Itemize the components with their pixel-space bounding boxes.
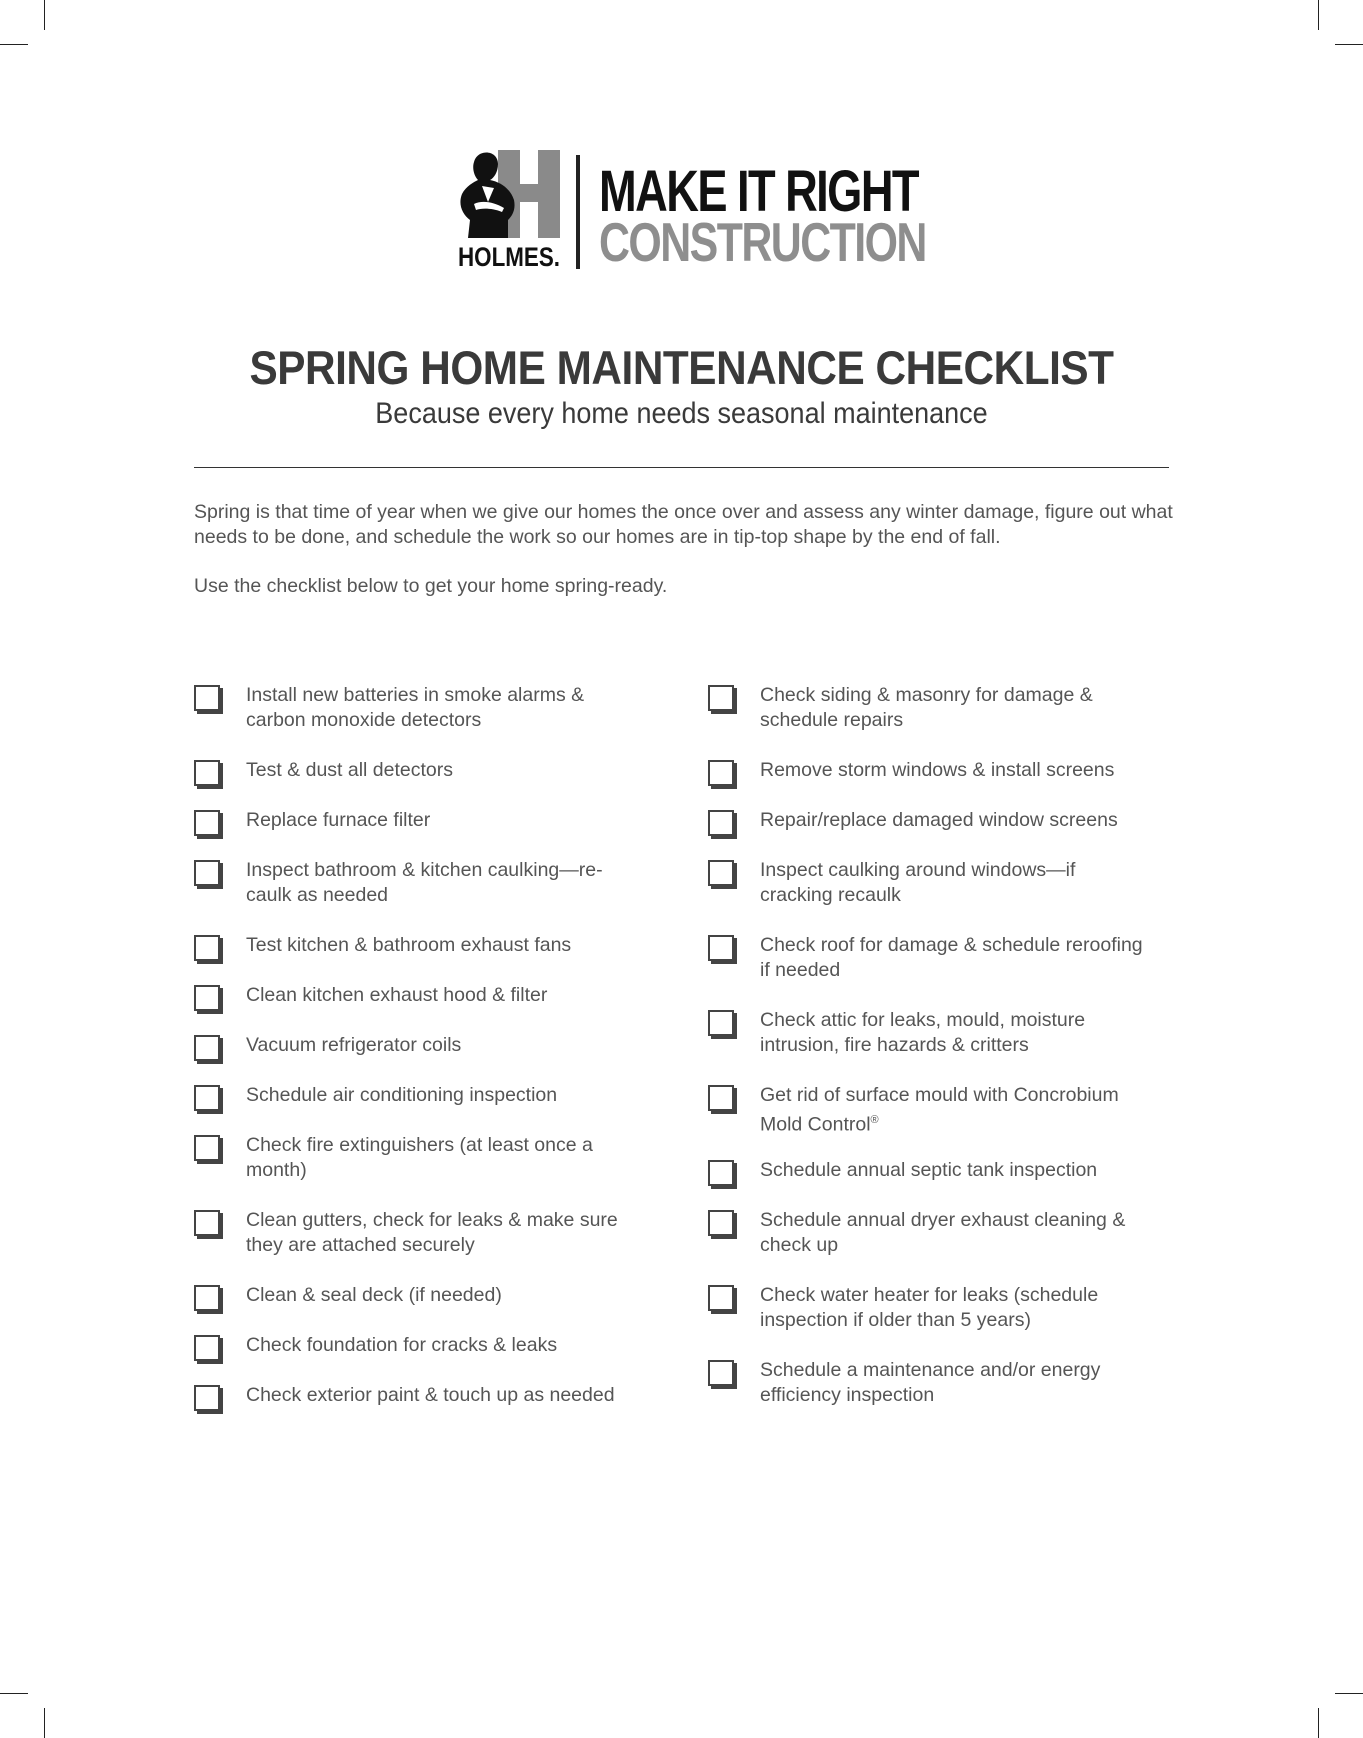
logo-line1: MAKE IT RIGHT — [599, 159, 919, 224]
crop-mark — [44, 0, 45, 30]
checklist-item-label: Repair/replace damaged window screens — [760, 809, 1118, 831]
checkbox[interactable] — [708, 1085, 734, 1111]
page-subtitle: Because every home needs seasonal maintenance — [375, 397, 988, 430]
checklist-item-label: Replace furnace filter — [246, 809, 431, 831]
checkbox[interactable] — [194, 1285, 220, 1311]
intro-paragraph: Spring is that time of year when we give our homes the once over and assess any winter damage, figure out what needs to be done, and schedule the work so our homes are in tip-top shape by the end of fall. — [194, 501, 1173, 548]
checkbox[interactable] — [194, 1385, 220, 1411]
checklist-item-label: Schedule a maintenance and/or energy efficiency inspection — [760, 1359, 1101, 1406]
checklist-item-text: Get rid of surface mould with Concrobium Mold Control — [760, 1084, 1119, 1136]
intro — [194, 500, 1174, 623]
logo-divider — [576, 155, 580, 269]
logo-brand-text: HOLMES. — [458, 242, 560, 272]
checkbox[interactable] — [708, 810, 734, 836]
checklist-item-label: Check foundation for cracks & leaks — [246, 1334, 558, 1356]
registered-mark: ® — [870, 1114, 879, 1126]
crop-mark — [1335, 1693, 1363, 1694]
checklist-item-label: Inspect bathroom & kitchen caulking—re-caulk as needed — [246, 859, 603, 906]
checklist-item-label: Inspect caulking around windows—if cracking recaulk — [760, 859, 1076, 906]
checklist-item-label: Check fire extinguishers (at least once a month) — [246, 1134, 593, 1181]
checklist-item-label: Test kitchen & bathroom exhaust fans — [246, 934, 572, 956]
checklist-item-label — [760, 1083, 1150, 1138]
checkbox[interactable] — [708, 1010, 734, 1036]
checkbox[interactable] — [194, 985, 220, 1011]
checklist-item-label: Clean & seal deck (if needed) — [246, 1284, 502, 1306]
checkbox[interactable] — [708, 1285, 734, 1311]
holmes-figure-icon — [458, 150, 562, 270]
checklist-item-label: Check siding & masonry for damage & schedule repairs — [760, 684, 1093, 731]
checkbox[interactable] — [194, 860, 220, 886]
checklist-item-label: Schedule air conditioning inspection — [246, 1084, 558, 1106]
checkbox[interactable] — [194, 1210, 220, 1236]
crop-mark — [0, 1693, 28, 1694]
checklist-item-label: Schedule annual septic tank inspection — [760, 1159, 1098, 1181]
checkbox[interactable] — [194, 1035, 220, 1061]
crop-mark — [0, 44, 28, 45]
checklist-item-label: Test & dust all detectors — [246, 759, 454, 781]
crop-mark — [44, 1708, 45, 1738]
checklist-item-label: Check attic for leaks, mould, moisture intrusion, fire hazards & critters — [760, 1009, 1086, 1056]
checklist-item-label: Clean gutters, check for leaks & make sure they are attached securely — [246, 1209, 618, 1256]
checkbox[interactable] — [194, 1135, 220, 1161]
checkbox[interactable] — [708, 685, 734, 711]
checklist-item-label: Schedule annual dryer exhaust cleaning & check up — [760, 1209, 1126, 1256]
checkbox[interactable] — [194, 685, 220, 711]
checkbox[interactable] — [194, 1085, 220, 1111]
intro-paragraph: Use the checklist below to get your home spring-ready. — [194, 575, 668, 597]
checkbox[interactable] — [708, 1210, 734, 1236]
checklist-item-label: Check water heater for leaks (schedule inspection if older than 5 years) — [760, 1284, 1099, 1331]
checkbox[interactable] — [708, 1360, 734, 1386]
divider-rule — [194, 467, 1169, 468]
logo-line2: CONSTRUCTION — [599, 211, 926, 273]
checkbox[interactable] — [708, 860, 734, 886]
checkbox[interactable] — [194, 1335, 220, 1361]
checkbox[interactable] — [708, 1160, 734, 1186]
checkbox[interactable] — [194, 935, 220, 961]
crop-mark — [1335, 44, 1363, 45]
checklist-item-label: Check exterior paint & touch up as needed — [246, 1384, 615, 1406]
checkbox[interactable] — [708, 760, 734, 786]
checklist-item-label: Vacuum refrigerator coils — [246, 1034, 462, 1056]
crop-mark — [1318, 0, 1319, 30]
checkbox[interactable] — [194, 810, 220, 836]
checklist-item-label: Clean kitchen exhaust hood & filter — [246, 984, 548, 1006]
checklist-item-label: Remove storm windows & install screens — [760, 759, 1115, 781]
crop-mark — [1318, 1708, 1319, 1738]
checklist-item-label: Install new batteries in smoke alarms & carbon monoxide detectors — [246, 684, 585, 731]
checkbox[interactable] — [708, 935, 734, 961]
page-title: SPRING HOME MAINTENANCE CHECKLIST — [249, 341, 1114, 394]
checklist-item-label: Check roof for damage & schedule reroofing if needed — [760, 934, 1143, 981]
holmes-logo — [458, 150, 562, 270]
checkbox[interactable] — [194, 760, 220, 786]
